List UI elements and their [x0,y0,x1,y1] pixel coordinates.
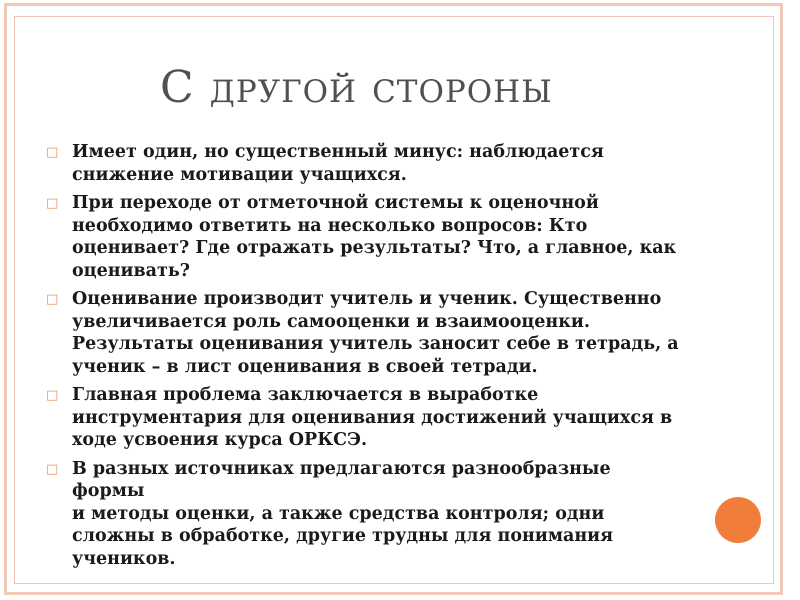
bullet-text: Главная проблема заключается в выработке инструментария для оценивания достижений учащихся в ходе усвоения курса ОРКСЭ. [72,385,673,450]
accent-circle [715,497,761,543]
bullet-item [44,288,684,378]
bullet-text: В разных источниках предлагаются разнообразные формы и методы оценки, а также средства контроля; одни сложны в обработке, другие трудны для понимания учеников. [72,458,614,569]
bullet-icon: □ [46,292,59,307]
bullet-item [44,458,684,571]
bullet-icon: □ [46,196,59,211]
bullet-text: Имеет один, но существенный минус: наблюдается снижение мотивации учащихся. [72,142,604,185]
bullet-list [44,141,684,576]
bullet-text: При переходе от отметочной системы к оценочной необходимо ответить на несколько вопросов: Кто оценивает? Где отражать результаты? Что, а главное, как оценивать? [72,193,677,281]
bullet-item [44,384,684,452]
bullet-icon: □ [46,461,59,477]
bullet-icon: □ [46,388,59,403]
bullet-item [44,192,684,282]
slide-title: С другой стороны [160,62,553,113]
bullet-text: Оценивание производит учитель и ученик. Существенно увеличивается роль самооценки и взаимооценки. Результаты оценивания учитель заносит себе в тетрадь, а ученик – в лист оценивания в своей тетради. [72,289,679,377]
bullet-item [44,141,684,186]
bullet-icon: □ [46,145,59,160]
